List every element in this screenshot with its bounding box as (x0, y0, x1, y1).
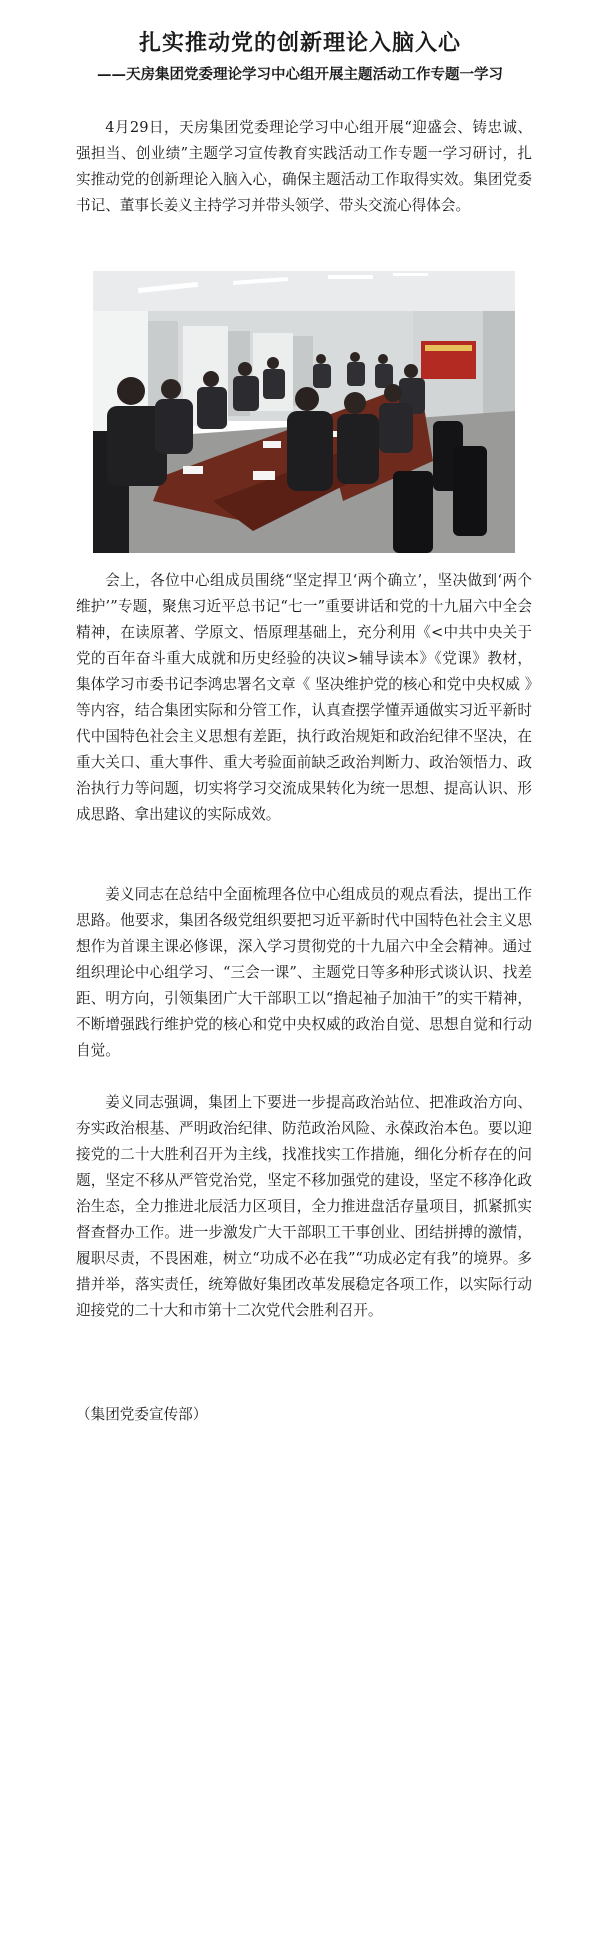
article-paragraph: 会上，各位中心组成员围绕“坚定捍卫‘两个确立’，坚决做到‘两个维护’”专题，聚焦习近平总书记“七一”重要讲话和党的十九届六中全会精神，在读原著、学原文、悟原理基础上，充分利用《<中共中央关于党的百年奋斗重大成就和历史经验的决议>辅导读本》《党课》教材，集体学习市委书记李鸿忠署名文章《 坚决维护党的核心和党中央权威 》等内容，结合集团实际和分管工作，认真查摆学懂弄通做实习近平新时代中国特色社会主义思想有差距，执行政治规矩和政治纪律不坚决，在重大关口、重大事件、重大考验面前缺乏政治判断力、政治领悟力、政治执行力等问题，切实将学习交流成果转化为统一思想、提高认识、形成思路、拿出建议的实际成效。 (76, 572, 532, 823)
article-signature: （集团党委宣传部） (76, 1406, 208, 1423)
article-title: 扎实推动党的创新理论入脑入心 (138, 31, 461, 56)
article-paragraph: 姜义同志在总结中全面梳理各位中心组成员的观点看法，提出工作思路。他要求，集团各级党组织要把习近平新时代中国特色社会主义思想作为首课主课必修课，深入学习贯彻党的十九届六中全会精神。通过组织理论中心组学习、“三会一课”、主题党日等多种形式谈认识、找差距、明方向，引领集团广大干部职工以“撸起袖子加油干”的实干精神，不断增强践行维护党的核心和党中央权威的政治自觉、思想自觉和行动自觉。 (76, 886, 532, 1059)
article-paragraph: 姜义同志强调，集团上下要进一步提高政治站位、把准政治方向、夯实政治根基、严明政治纪律、防范政治风险、永葆政治本色。要以迎接党的二十大胜利召开为主线，找准找实工作措施，细化分析存在的问题，坚定不移从严管党治党，坚定不移加强党的建设，坚定不移净化政治生态，全力推进北辰活力区项目，全力推进盘活存量项目，抓紧抓实督查督办工作。进一步激发广大干部职工干事创业、团结拼搏的激情，履职尽责，不畏困难，树立“功成不必在我”“功成必定有我”的境界。多措并举，落实责任，统筹做好集团改革发展稳定各项工作，以实际行动迎接党的二十大和市第十二次党代会胜利召开。 (76, 1094, 532, 1319)
article-paragraph: 4月29日，天房集团党委理论学习中心组开展“迎盛会、铸忠诚、强担当、创业绩”主题学习宣传教育实践活动工作专题一学习研讨，扎实推动党的创新理论入脑入心，确保主题活动工作取得实效。集团党委书记、董事长姜义主持学习并带头领学、带头交流心得体会。 (76, 119, 532, 214)
meeting-photo (93, 271, 515, 553)
article-subtitle: ——天房集团党委理论学习中心组开展主题活动工作专题一学习 (97, 66, 503, 83)
